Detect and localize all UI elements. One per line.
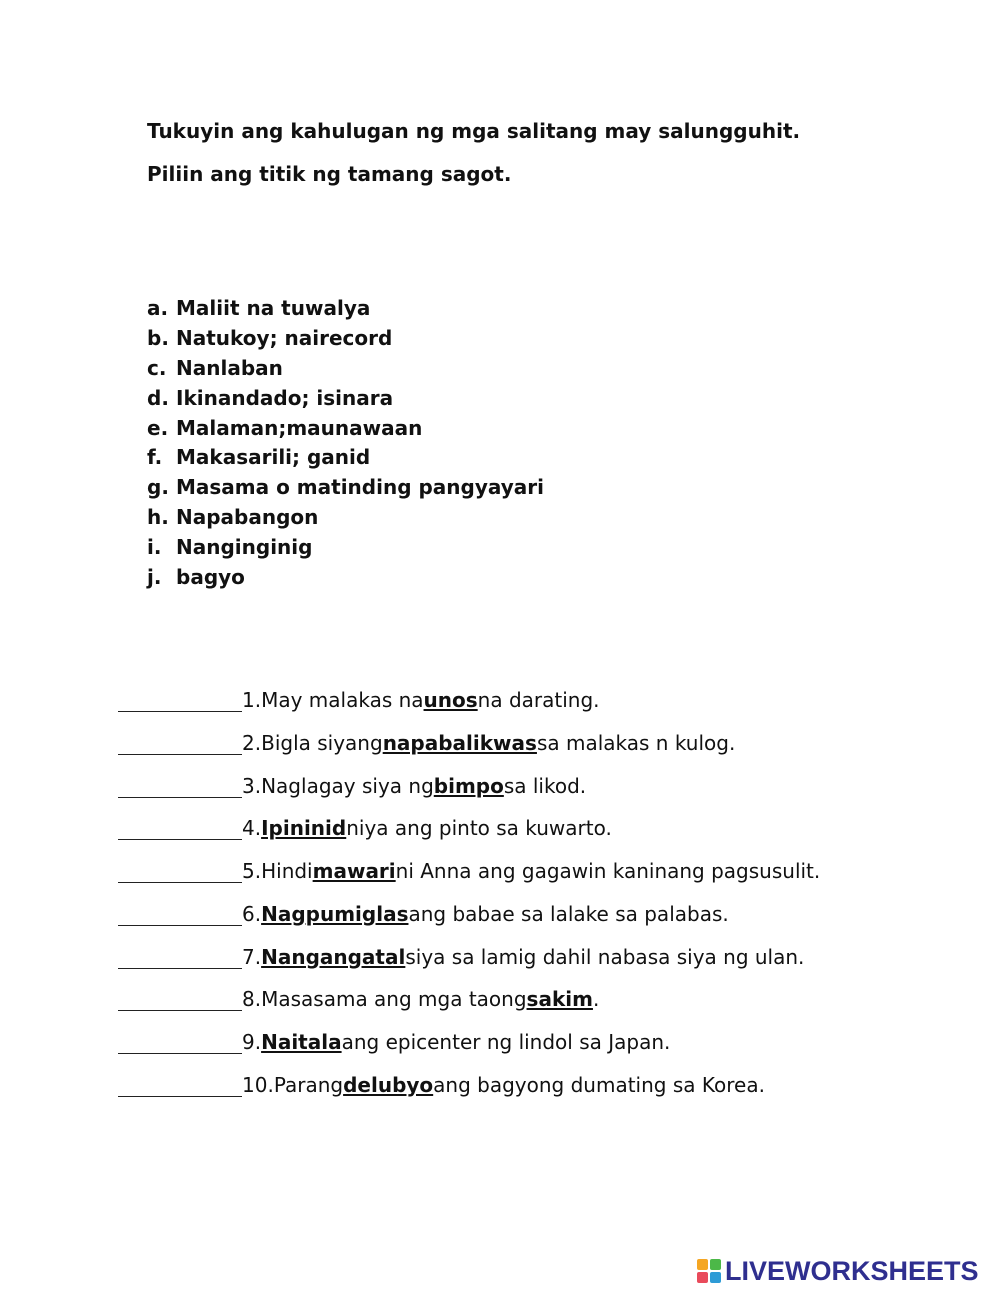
underlined-word: Nagpumiglas: [261, 901, 409, 926]
answer-blank[interactable]: [118, 816, 242, 840]
choice-item: [147, 293, 544, 323]
question-number: 9.: [242, 1030, 262, 1054]
choice-letter: a.: [147, 295, 169, 320]
question-row: [118, 688, 820, 731]
answer-blank[interactable]: [118, 688, 242, 712]
logo-tile: [710, 1259, 721, 1270]
underlined-word: unos: [423, 688, 478, 712]
choice-text: Nanlaban: [176, 355, 283, 380]
question-row: [118, 1030, 820, 1073]
choice-letter: c.: [147, 355, 167, 380]
choice-text: bagyo: [176, 564, 245, 589]
question-row: [118, 774, 820, 817]
question-row: [118, 1073, 820, 1116]
underlined-word: sakim: [526, 987, 593, 1012]
question-text-post: ang babae sa lalake sa palabas.: [408, 901, 729, 926]
logo-tile: [697, 1272, 708, 1283]
choice-text: Malaman;maunawaan: [176, 415, 423, 440]
question-row: [118, 859, 820, 902]
questions-list: [118, 688, 820, 1116]
choice-letter: h.: [147, 505, 169, 530]
underlined-word: Nangangatal: [261, 944, 406, 969]
choice-text: Natukoy; nairecord: [176, 325, 393, 350]
question-number: 10.: [242, 1072, 274, 1097]
choice-text: Maliit na tuwalya: [176, 295, 371, 320]
choice-item: [147, 532, 544, 562]
question-text-pre: Parang: [273, 1072, 344, 1097]
question-number: 3.: [242, 773, 262, 798]
question-number: 4.: [242, 816, 262, 841]
question-number: 6.: [242, 901, 262, 926]
question-text-pre: Masasama ang mga taong: [261, 987, 527, 1012]
answer-blank[interactable]: [118, 987, 242, 1011]
choice-letter: b.: [147, 325, 169, 350]
underlined-word: bimpo: [433, 773, 504, 798]
logo-text: LIVEWORKSHEETS: [725, 1255, 979, 1286]
question-text-post: ni Anna ang gagawin kaninang pagsusulit.: [395, 859, 821, 883]
question-text-post: sa malakas n kulog.: [536, 730, 736, 755]
question-number: 1.: [242, 688, 262, 712]
question-text-post: ang bagyong dumating sa Korea.: [433, 1072, 765, 1097]
choice-text: Napabangon: [176, 505, 319, 530]
question-text-post: siya sa lamig dahil nabasa siya ng ulan.: [405, 944, 805, 969]
choice-letter: j.: [147, 564, 162, 589]
choice-item: [147, 472, 544, 502]
question-row: [118, 902, 820, 945]
logo-tile: [710, 1272, 721, 1283]
question-row: [118, 731, 820, 774]
answer-blank[interactable]: [118, 902, 242, 926]
question-text-pre: Hindi: [261, 859, 313, 883]
question-text-pre: Bigla siyang: [261, 730, 383, 755]
choice-text: Masama o matinding pangyayari: [176, 475, 545, 500]
choice-letter: i.: [147, 535, 162, 560]
answer-blank[interactable]: [118, 1030, 242, 1054]
liveworksheets-logo: [697, 1256, 979, 1286]
choice-letter: f.: [147, 445, 163, 470]
question-number: 8.: [242, 987, 262, 1012]
question-number: 5.: [242, 859, 262, 883]
instruction-line-1: Tukuyin ang kahulugan ng mga salitang may salungguhit.: [147, 119, 801, 143]
question-number: 2.: [242, 730, 262, 755]
choice-letter: e.: [147, 415, 169, 440]
choice-text: Makasarili; ganid: [176, 445, 371, 470]
question-row: [118, 987, 820, 1030]
choices-list: [147, 293, 544, 592]
question-text-pre: May malakas na: [261, 688, 424, 712]
instruction-line-2: Piliin ang titik ng tamang sagot.: [147, 162, 512, 186]
choice-item: [147, 353, 544, 383]
underlined-word: mawari: [312, 859, 396, 883]
choice-item: [147, 442, 544, 472]
answer-blank[interactable]: [118, 945, 242, 969]
question-text-post: na darating.: [477, 688, 600, 712]
underlined-word: Ipininid: [261, 816, 347, 841]
question-text-pre: Naglagay siya ng: [261, 773, 434, 798]
choice-item: [147, 383, 544, 413]
choice-item: [147, 413, 544, 443]
choice-letter: g.: [147, 475, 169, 500]
answer-blank[interactable]: [118, 774, 242, 798]
choice-item: [147, 562, 544, 592]
underlined-word: delubyo: [343, 1072, 434, 1097]
question-text-post: sa likod.: [503, 773, 587, 798]
question-row: [118, 816, 820, 859]
logo-tile: [697, 1259, 708, 1270]
question-row: [118, 945, 820, 988]
choice-text: Ikinandado; isinara: [176, 385, 394, 410]
answer-blank[interactable]: [118, 1073, 242, 1097]
choice-item: [147, 323, 544, 353]
underlined-word: Naitala: [261, 1030, 342, 1054]
choice-item: [147, 502, 544, 532]
question-text-post: ang epicenter ng lindol sa Japan.: [341, 1030, 671, 1054]
question-text-post: niya ang pinto sa kuwarto.: [346, 816, 612, 841]
question-text-post: .: [592, 987, 600, 1012]
answer-blank[interactable]: [118, 859, 242, 883]
answer-blank[interactable]: [118, 731, 242, 755]
underlined-word: napabalikwas: [382, 730, 537, 755]
logo-tiles-icon: [697, 1259, 721, 1283]
question-number: 7.: [242, 944, 262, 969]
choice-text: Nanginginig: [176, 535, 313, 560]
choice-letter: d.: [147, 385, 169, 410]
